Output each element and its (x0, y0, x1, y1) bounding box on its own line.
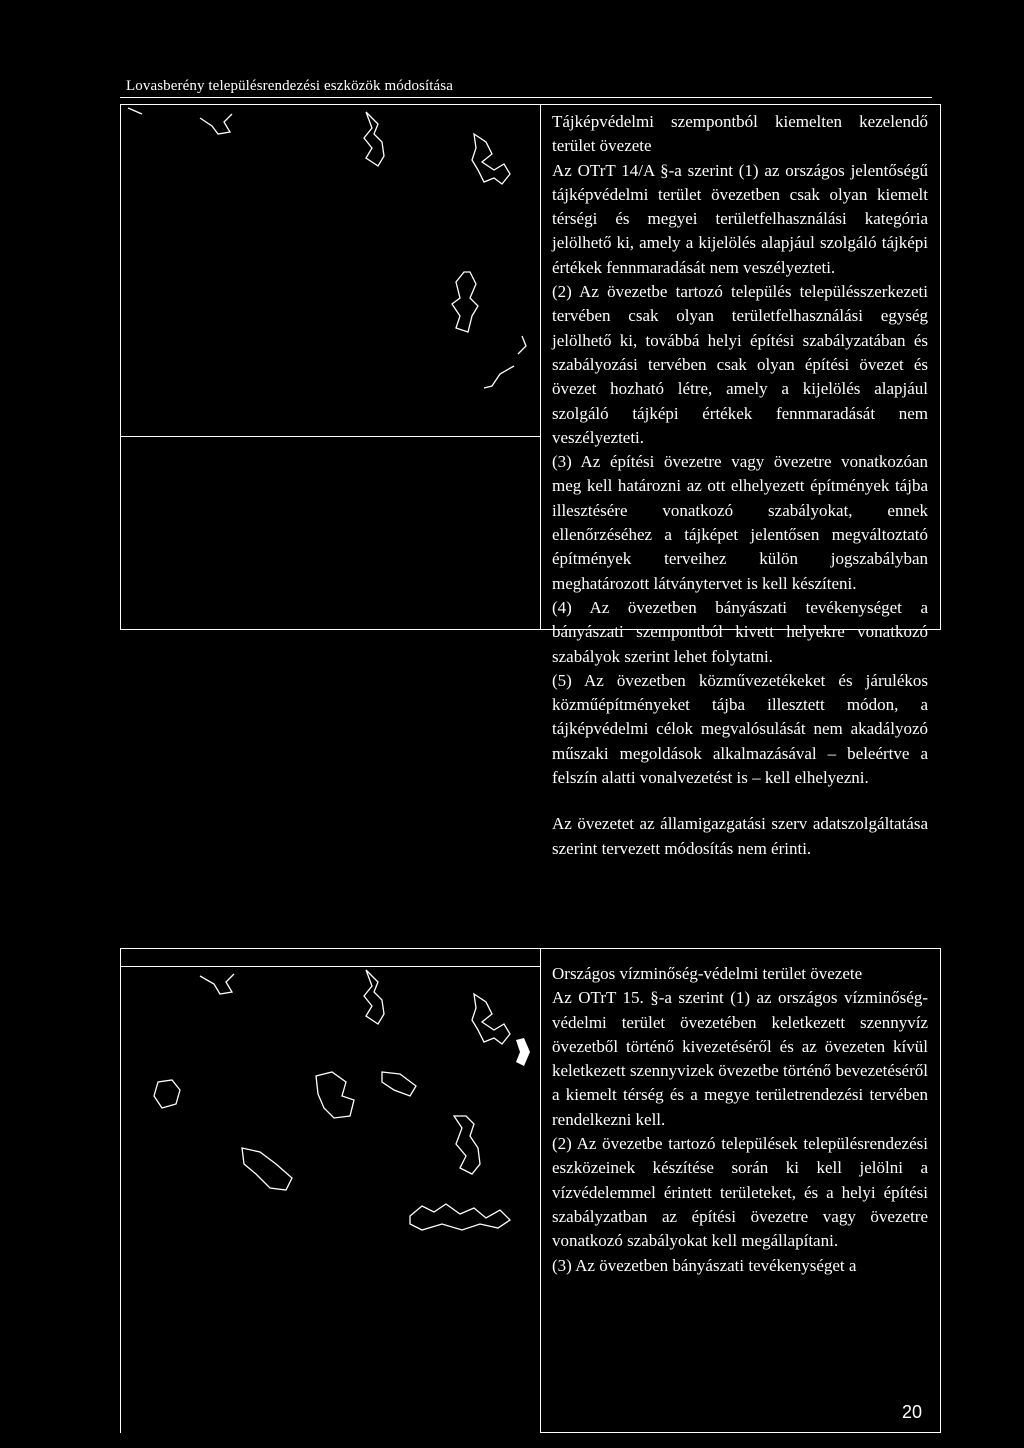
map-outline (364, 970, 384, 1024)
map-outline (200, 974, 234, 994)
map-outline (472, 994, 510, 1044)
water-zone-text (552, 962, 928, 1278)
map-fill (516, 1038, 530, 1066)
document-title: Lovasberény településrendezési eszközök módosítása (126, 78, 453, 94)
map-outline (382, 1072, 416, 1096)
paragraph: (2) Az övezetbe tartozó települések településrendezési eszközeinek készítése során ki kell jelölni a vízvédelemmel érintett területeket, és a helyi építési szabályzatban az építési övezetre vagy övezetre vonatkozó szabályokat kell megállapítani. (552, 1134, 928, 1251)
paragraph: (4) Az övezetben bányászati tevékenységet a bányászati szempontból kivett helyekre vonatkozó szabályok szerint lehet folytatni. (552, 597, 928, 666)
table-column-divider (540, 104, 541, 630)
table-right-border (940, 948, 941, 1433)
map-outline (316, 1072, 354, 1118)
map-outline (128, 108, 142, 114)
zone-table-water (120, 948, 941, 1433)
table-right-border (940, 104, 941, 630)
page-number: 20 (902, 1402, 923, 1422)
map-cell-top-border (120, 966, 541, 967)
table-bottom-border (540, 1432, 941, 1433)
paragraph: Az OTrT 14/A §-a szerint (1) az országos jelentőségű tájképvédelmi terület övezetben csak olyan kiemelt térségi és megyei területfelhasználási kategória jelölhető ki, amely a kijelölés alapjául szolgáló tájképi értékek fennmaradását nem veszélyezteti. (552, 160, 928, 277)
map-outline (200, 114, 232, 134)
header-rule (120, 97, 932, 98)
paragraph: (5) Az övezetben közművezetékeket és járulékos közműépítményeket tájba illesztett módon, a tájképvédelmi célok megvalósulását nem akadályozó műszaki megoldások alkalmazásával – beleértve a felszín alatti vonalvezetést is – kell elhelyezni. (552, 670, 928, 788)
map-outline (484, 366, 514, 388)
landscape-zone-text (552, 110, 928, 861)
map-outline (518, 336, 526, 354)
map-outline (154, 1080, 180, 1108)
section-title: Tájképvédelmi szempontból kiemelten kezelendő terület övezete (552, 112, 928, 156)
map-outline (454, 1116, 480, 1174)
table-top-border (120, 948, 941, 949)
map-outline (364, 112, 384, 166)
landscape-zone-map (120, 104, 540, 436)
paragraph: (3) Az övezetben bányászati tevékenységet a (552, 1255, 857, 1275)
paragraph: Az OTrT 15. §-a szerint (1) az országos vízminőség-védelmi terület övezetében keletkezett szennyvíz övezetből történő kivezetéséről és az övezeten kívül keletkezett szennyvizek övezetbe történő bevezetéséről a kiemelt térség és a megye területrendezési tervében rendelkezni kell. (552, 988, 928, 1129)
section-title: Országos vízminőség-védelmi terület övezete (552, 964, 863, 983)
map-outline (242, 1148, 292, 1190)
zone-table-landscape (120, 104, 941, 858)
paragraph: (3) Az építési övezetre vagy övezetre vonatkozóan meg kell határozni az ott elhelyezett építmények tájba illesztésére vonatkozó szabályokat, ennek ellenőrzéséhez a tájképet jelentősen megváltoztató építmények terveihez külön jogszabályban meghatározott látványtervet is kell készíteni. (552, 452, 928, 593)
water-zone-map (120, 968, 540, 1268)
map-cell-bottom-border (120, 436, 541, 437)
map-outline (410, 1204, 510, 1230)
map-outline (472, 134, 510, 184)
paragraph: (2) Az övezetbe tartozó település településszerkezeti tervében csak olyan területfelhasználási egység jelölhető ki, továbbá helyi építési szabályzatában és szabályozási tervében csak olyan építési övezet és övezet hozható létre, amely a kijelölés alapjául szolgáló tájképi értékek fennmaradását nem veszélyezteti. (552, 282, 928, 447)
table-column-divider (540, 948, 541, 1433)
map-outline (452, 272, 478, 332)
note-paragraph: Az övezetet az államigazgatási szerv adatszolgáltatása szerint tervezett módosítás nem érinti. (552, 814, 928, 858)
